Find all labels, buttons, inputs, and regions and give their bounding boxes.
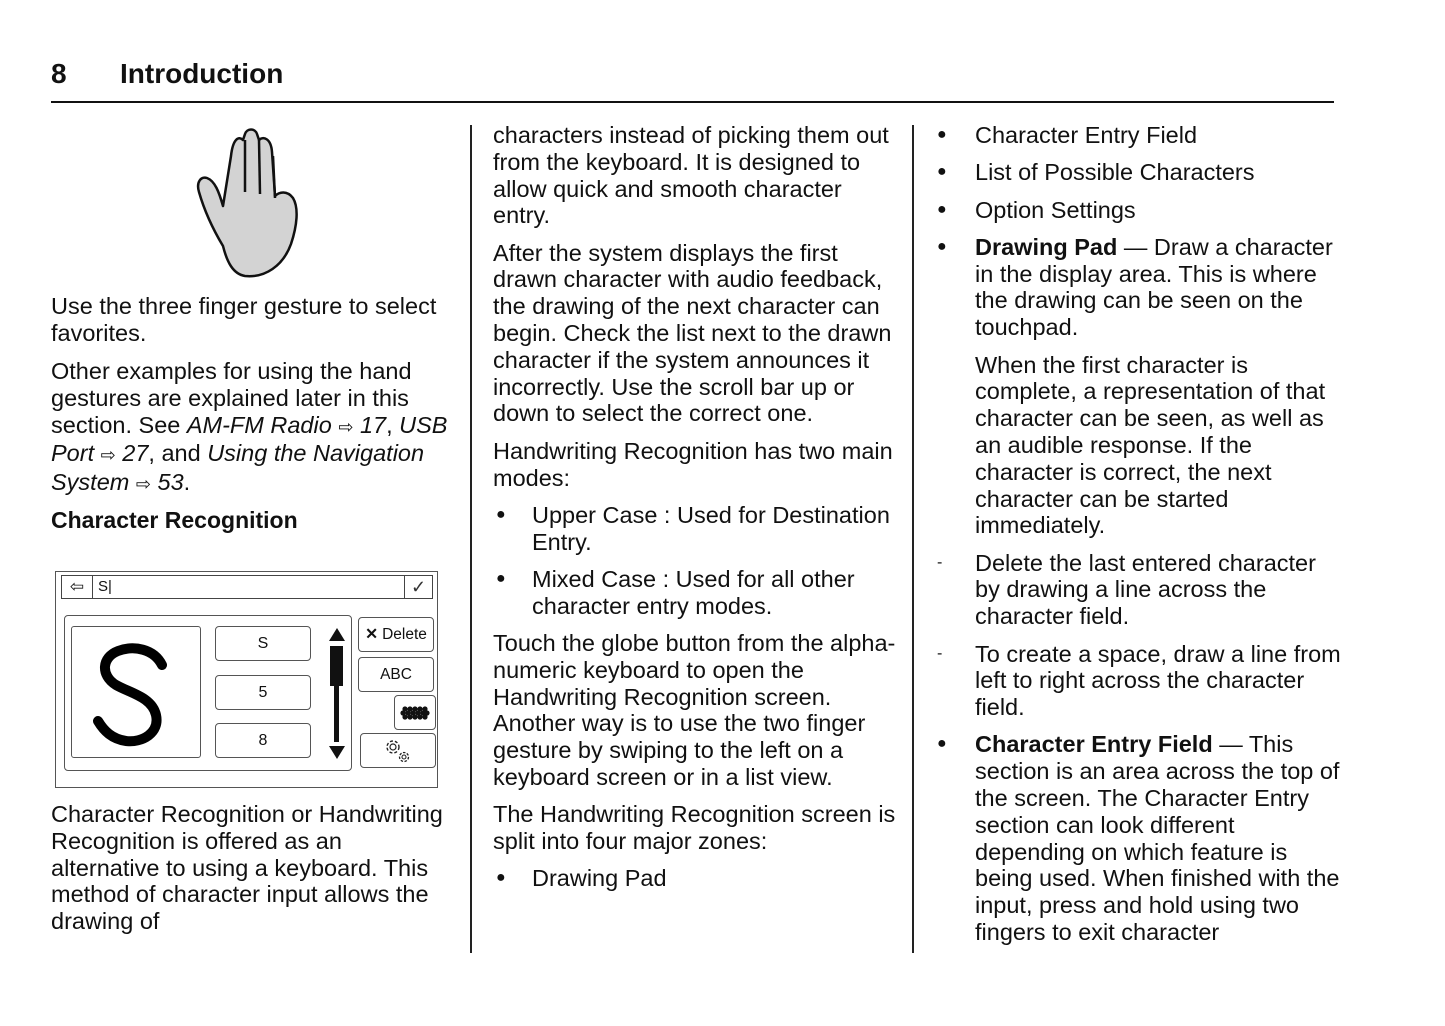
drawing-pad-desc: — Draw a character in the display area. This is where the drawing can be seen on the touchpad. — [975, 233, 1333, 341]
delete-label: Delete — [382, 625, 427, 643]
page-header — [51, 56, 1334, 104]
drawing-pad-item — [975, 234, 1345, 721]
paragraph-globe-button: Touch the globe button from the alpha-numeric keyboard to open the Handwriting Recognition screen. Another way is to use the two finger gesture by swiping to the left on a keyboard screen or in a list view. — [493, 630, 896, 791]
character-recognition-heading: Character Recognition — [51, 507, 298, 533]
keyboard-icon — [400, 704, 430, 722]
paragraph-zones-intro: The Handwriting Recognition screen is split into four major zones: — [493, 801, 896, 855]
drawn-s-glyph — [72, 627, 200, 757]
entry-field-term: Character Entry Field — [975, 731, 1213, 758]
page-ref-27[interactable]: 27 — [122, 440, 149, 467]
page-ref-17[interactable]: 17 — [359, 411, 387, 438]
dash-item: - To create a space, draw a line from left to right across the character field. — [975, 641, 1345, 721]
intro-text: Other examples for using the hand gestures are explained later in this section. See — [51, 358, 412, 438]
paragraph-character-entry: characters instead of picking them out from the keyboard. It is designed to allow quick and smooth character entry. — [493, 122, 889, 229]
checkmark-icon: ✓ — [410, 576, 427, 597]
section-title: Introduction — [120, 58, 284, 89]
drawing-pad-dash-list — [975, 550, 1345, 721]
three-finger-text: Use the three finger gesture to select favorites. — [51, 293, 437, 346]
other-examples-text — [51, 358, 451, 498]
delete-button — [358, 617, 434, 652]
entry-field-item — [975, 731, 1345, 945]
drawing-pad — [71, 626, 201, 758]
paragraph-modes-intro: Handwriting Recognition has two main modes: — [493, 437, 893, 491]
entry-value: S| — [98, 578, 112, 595]
link-usb-port[interactable]: USB Port — [51, 411, 448, 467]
drawing-pad-term: Drawing Pad — [975, 233, 1118, 260]
candidate-1: S — [215, 626, 311, 661]
zones-list-continued — [975, 122, 1345, 946]
confirm-button — [404, 576, 432, 598]
column-3 — [975, 122, 1345, 956]
page-ref-arrow-icon: ⇨ — [100, 445, 116, 466]
dash-item: - Delete the last entered character by drawing a line across the character field. — [975, 550, 1345, 630]
list-item: ● List of Possible Characters — [975, 159, 1345, 186]
paragraph-audio-feedback: After the system displays the first drawn character with audio feedback, the drawing of the next character can begin. Check the list next to the drawn character if the system announces it incorrectly. Use the scroll bar up or down to select the correct one. — [493, 239, 892, 427]
period: . — [183, 469, 191, 496]
modes-list — [493, 502, 898, 620]
separator: , and — [148, 440, 208, 467]
page-ref-53[interactable]: 53 — [157, 469, 184, 496]
link-am-fm-radio[interactable]: AM-FM Radio — [186, 411, 332, 438]
gears-icon — [382, 737, 414, 765]
header-rule — [51, 101, 1334, 103]
drawing-pad-paragraph: When the first character is complete, a representation of that character can be seen, as well as an audible response. If the character is correct, the next character can be started immediately. — [975, 351, 1326, 539]
separator: , — [386, 411, 400, 438]
entry-field-desc: — This section is an area across the top of the screen. The Character Entry section can look different depending on which feature is being used. When finished with the input, press and hold using two fingers to exit character — [975, 731, 1340, 946]
list-item: ● Character Entry Field — [975, 122, 1345, 149]
handwriting-screen-illustration — [55, 571, 438, 788]
list-item: ● Drawing Pad — [493, 865, 898, 892]
column-2 — [493, 122, 898, 903]
abc-button: ABC — [358, 657, 434, 692]
scroll-down-arrow-icon — [329, 746, 345, 759]
recognition-panel — [64, 615, 352, 771]
list-item: ● Upper Case : Used for Destination Entry. — [493, 502, 898, 556]
three-finger-hand-icon — [193, 126, 303, 281]
settings-button — [360, 733, 436, 768]
delete-x-icon: ✕ — [365, 626, 379, 643]
page-ref-arrow-icon: ⇨ — [135, 474, 151, 495]
page-number: 8 — [51, 58, 67, 89]
scrollbar-thumb — [330, 646, 343, 686]
scroll-up-arrow-icon — [329, 628, 345, 641]
list-item: ● Mixed Case : Used for all other character entry modes. — [493, 566, 898, 620]
list-item: ● Option Settings — [975, 197, 1345, 224]
character-recognition-description: Character Recognition or Handwriting Recognition is offered as an alternative to using a keyboard. This method of character input allows the drawing of — [51, 801, 443, 935]
scrollbar-track — [334, 686, 339, 742]
column-divider-1 — [470, 125, 472, 953]
keyboard-button — [394, 695, 436, 730]
column-divider-2 — [912, 125, 914, 953]
link-navigation-system[interactable]: Using the Navigation System — [51, 440, 425, 496]
back-arrow-icon: ⇦ — [69, 577, 85, 596]
zones-list — [493, 865, 898, 892]
character-entry-field — [61, 575, 433, 599]
back-button — [62, 576, 93, 598]
page-ref-arrow-icon: ⇨ — [338, 416, 354, 437]
candidate-3: 8 — [215, 723, 311, 758]
candidate-2: 5 — [215, 675, 311, 710]
